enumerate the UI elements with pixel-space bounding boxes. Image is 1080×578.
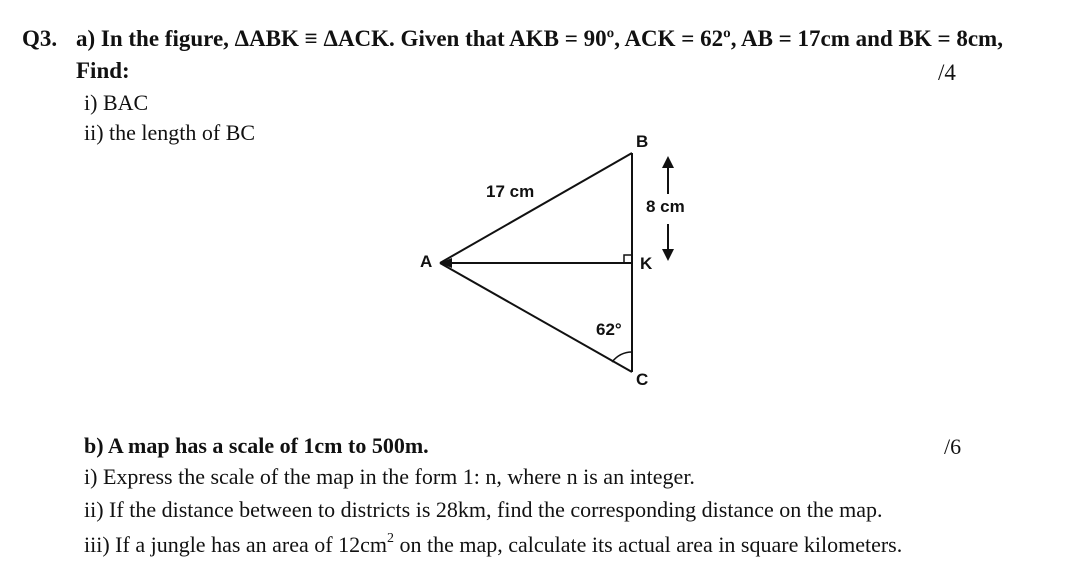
part-a-marks: /4 (938, 60, 956, 85)
arrow-up-icon (662, 156, 674, 168)
side-bk-length-label: 8 cm (646, 197, 685, 216)
part-b-heading: b) A map has a scale of 1cm to 500m. (84, 433, 429, 458)
arrow-down-icon (662, 249, 674, 261)
part-b-marks: /6 (944, 434, 962, 459)
right-angle-marker (624, 255, 632, 263)
part-a-item-2: ii) the length of BC (84, 120, 256, 145)
question-number: Q3. (22, 26, 58, 51)
part-b-item-3-text-end: on the map, calculate its actual area in square kilometers. (393, 532, 903, 557)
vertex-b-label: B (636, 132, 649, 151)
angle-label: 62° (596, 320, 622, 339)
part-a-item-1: i) BAC (84, 90, 149, 115)
part-b-item-2: ii) If the distance between to districts is 28km, find the corresponding distance on the map. (84, 497, 883, 522)
triangle-figure (410, 130, 710, 395)
superscript-2: 2 (386, 530, 394, 546)
part-b-item-1: i) Express the scale of the map in the form 1: n, where n is an integer. (84, 464, 695, 489)
part-b-item-3-text: iii) If a jungle has an area of 12cm (84, 532, 387, 557)
vertex-k-label: K (640, 254, 653, 273)
triangle-diagram (410, 130, 710, 395)
part-a-heading: a) In the figure, ΔABK ≡ ΔACK. Given that AKB = 90º, ACK = 62º, AB = 17cm and BK = 8cm, (76, 26, 1003, 51)
part-b-item-3 (84, 532, 902, 558)
vertex-c-label: C (636, 370, 649, 389)
find-label: Find: (76, 58, 130, 83)
side-ac (440, 263, 632, 372)
side-ab (440, 153, 632, 263)
side-ab-length-label: 17 cm (486, 182, 535, 201)
vertex-a-label: A (420, 252, 433, 271)
angle-arc (612, 352, 632, 362)
